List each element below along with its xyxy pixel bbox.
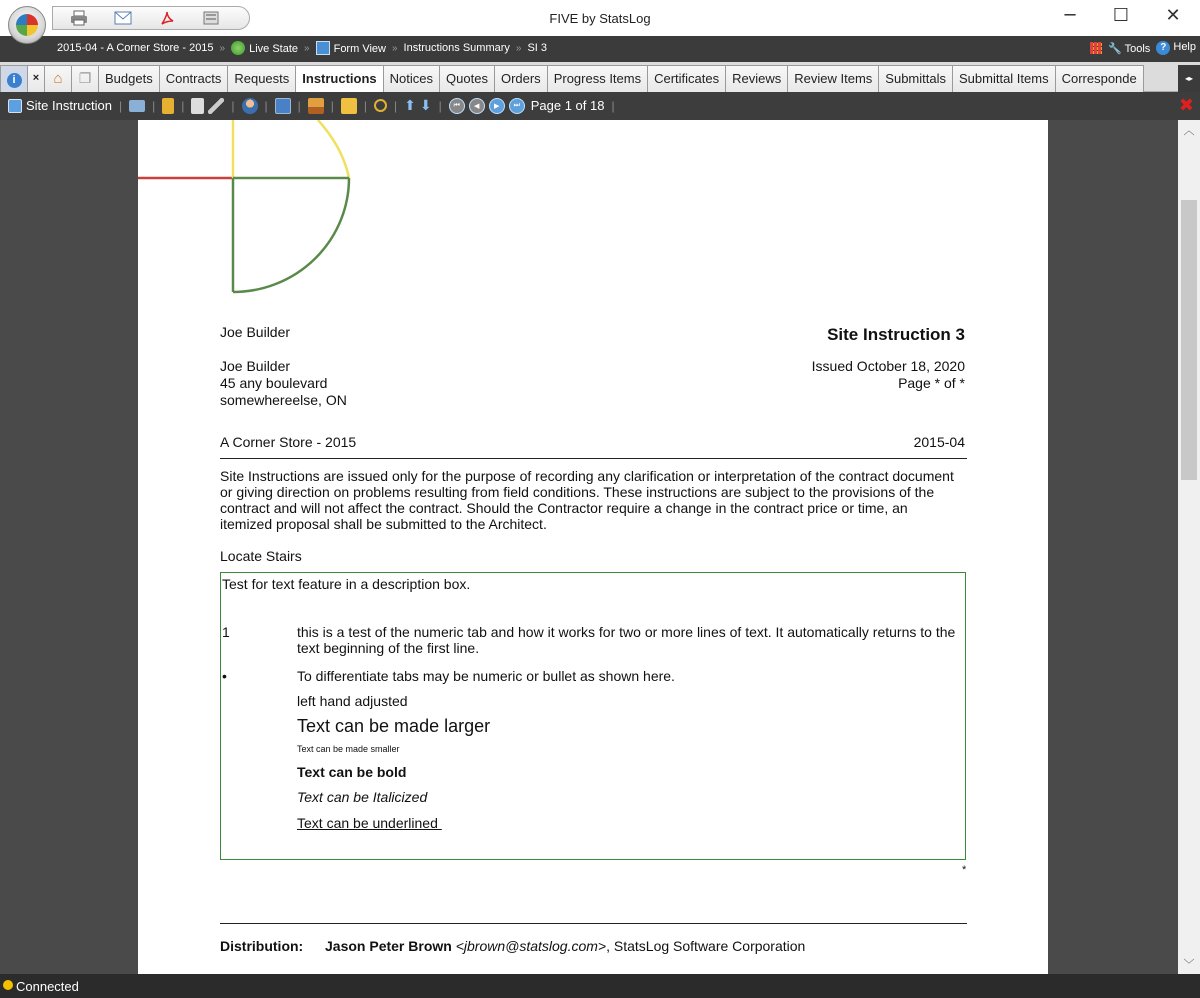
asterisk-mark: * [962, 864, 967, 876]
address-line: Joe Builder [220, 358, 291, 374]
breadcrumb-form-view[interactable]: Form View [316, 41, 386, 55]
tab-instructions[interactable]: Instructions [295, 65, 383, 93]
disclaimer-text: Site Instructions are issued only for the purpose of recording any clarification or interpretation of the contract document or giving direction on problems resulting from field conditions. These instructions are subject to the provisions of the contract and will not affect the contract. Should the Contractor require a change in the contract price or time, an itemized proposal shall be submitted to the Architect. [220, 468, 954, 532]
app-logo-icon [16, 14, 38, 36]
attach-file-icon[interactable] [191, 98, 204, 114]
distribution-name: Jason Peter Brown [325, 938, 452, 954]
breadcrumb-separator: » [515, 42, 522, 54]
distribution-label: Distribution: [220, 938, 304, 954]
list-bullet: • [222, 668, 227, 684]
close-window-button[interactable]: ✕ [1165, 5, 1181, 26]
tab-correspondence[interactable]: Corresponde [1055, 65, 1144, 92]
last-page-icon[interactable]: ⏭ [509, 98, 525, 114]
issued-date: Issued October 18, 2020 [811, 358, 965, 374]
first-page-icon[interactable]: ⏮ [449, 98, 465, 114]
scroll-up-icon[interactable]: ︿ [1183, 124, 1195, 137]
italic-text: Text can be Italicized [297, 789, 428, 805]
tab-quotes[interactable]: Quotes [439, 65, 495, 92]
numbered-item-text: this is a test of the numeric tab and how it works for two or more lines of text. It automatically returns to the text beginning of the first line. [297, 624, 956, 656]
tab-requests[interactable]: Requests [227, 65, 296, 92]
breadcrumb-instructions-summary[interactable]: Instructions Summary [403, 42, 510, 54]
form-icon [8, 99, 22, 113]
help-icon: ? [1156, 41, 1170, 55]
breadcrumb-separator: » [219, 42, 226, 54]
tab-review-items[interactable]: Review Items [787, 65, 879, 92]
close-tab-button[interactable]: × [27, 65, 45, 92]
small-text: Text can be made smaller [297, 744, 400, 754]
bullet-item-text: To differentiate tabs may be numeric or bullet as shown here. [297, 668, 675, 684]
pen-icon[interactable] [208, 98, 224, 114]
breadcrumb-separator: » [391, 42, 398, 54]
tab-contracts[interactable]: Contracts [159, 65, 229, 92]
note-icon[interactable] [341, 98, 357, 114]
maximize-button[interactable]: ☐ [1112, 5, 1130, 26]
distribution-line [220, 938, 805, 954]
unlock-icon[interactable] [162, 98, 174, 114]
info-tab[interactable] [0, 65, 28, 92]
title-bar [0, 0, 1200, 36]
move-down-icon[interactable]: ⬇ [419, 97, 432, 113]
next-page-icon[interactable]: ▶ [489, 98, 505, 114]
connection-status-text: Connected [16, 979, 79, 994]
home-tab[interactable] [44, 65, 72, 92]
tab-progress-items[interactable]: Progress Items [547, 65, 648, 92]
project-name: A Corner Store - 2015 [220, 434, 357, 450]
breadcrumb-live-state[interactable]: Live State [231, 41, 298, 55]
tab-submittal-items[interactable]: Submittal Items [952, 65, 1056, 92]
company-logo [138, 120, 368, 300]
breadcrumb-si[interactable]: SI 3 [527, 42, 548, 54]
connection-status-icon [3, 980, 13, 990]
scrollbar-thumb[interactable] [1181, 200, 1197, 480]
tab-scroll-arrows[interactable]: ◂▸ [1178, 65, 1200, 92]
company-name: Joe Builder [220, 324, 291, 340]
tab-budgets[interactable]: Budgets [98, 65, 160, 92]
project-number: 2015-04 [913, 434, 965, 450]
save-icon[interactable] [275, 98, 291, 114]
breadcrumb-project[interactable]: 2015-04 - A Corner Store - 2015 [57, 42, 214, 54]
bold-text: Text can be bold [297, 764, 407, 780]
move-up-icon[interactable]: ⬆ [404, 97, 416, 113]
distribution-email[interactable]: <jbrown@statslog.com> [455, 938, 607, 954]
address-line: somewhereelse, ON [220, 392, 347, 408]
minimize-button[interactable]: ─ [1064, 5, 1076, 26]
large-text: Text can be made larger [297, 716, 491, 736]
distribution-company: , StatsLog Software Corporation [606, 938, 806, 954]
divider [220, 458, 967, 459]
help-menu[interactable]: ? Help [1156, 41, 1196, 55]
wrench-icon: 🔧 [1108, 42, 1122, 55]
user-icon[interactable] [242, 98, 258, 114]
address-line: 45 any boulevard [220, 375, 328, 391]
previous-page-icon[interactable]: ◀ [469, 98, 485, 114]
vertical-scrollbar[interactable] [1178, 120, 1200, 974]
stamp-icon[interactable] [308, 98, 324, 114]
breadcrumb-separator: » [304, 42, 310, 54]
description-intro: Test for text feature in a description box. [222, 576, 471, 592]
tab-submittals[interactable]: Submittals [878, 65, 953, 92]
document-type-label: Site Instruction [26, 98, 112, 113]
tab-orders[interactable]: Orders [494, 65, 548, 92]
documents-tab[interactable] [71, 65, 99, 92]
tools-menu[interactable]: 🔧 Tools [1108, 42, 1151, 55]
globe-icon [231, 41, 245, 55]
page-counter: Page * of * [898, 375, 965, 391]
tab-reviews[interactable]: Reviews [725, 65, 788, 92]
list-number: 1 [222, 624, 230, 640]
scroll-down-icon[interactable]: ﹀ [1183, 958, 1195, 971]
tab-notices[interactable]: Notices [383, 65, 440, 92]
left-adjusted-text: left hand adjusted [297, 693, 408, 709]
search-icon[interactable] [374, 99, 387, 112]
home-icon: ⌂ [53, 70, 63, 87]
tab-certificates[interactable]: Certificates [647, 65, 726, 92]
window-title: FIVE by StatsLog [549, 11, 651, 26]
app-menu-button[interactable] [8, 6, 46, 44]
description-box[interactable] [220, 572, 966, 860]
close-document-icon[interactable]: ✖ [1178, 95, 1194, 116]
module-tab-bar [0, 62, 1200, 92]
document-viewer [0, 120, 1178, 974]
status-bar [0, 974, 1200, 998]
keyboard-icon[interactable] [129, 100, 145, 112]
document-toolbar: Site Instruction | | | | | | | | | ⬆ ⬇ | ⏮ ◀ ▶ ⏭ Page 1 of 18 | ✖ [0, 92, 1200, 120]
underlined-text: Text can be underlined [297, 815, 442, 831]
info-icon: i [7, 73, 22, 88]
grid-icon[interactable] [1090, 42, 1102, 54]
page-indicator: Page 1 of 18 [530, 98, 605, 113]
copy-icon: ❐ [78, 70, 92, 86]
divider [220, 923, 967, 924]
breadcrumb [0, 36, 1200, 62]
document-page [138, 120, 1048, 974]
document-title: Site Instruction 3 [827, 325, 965, 344]
form-icon [316, 41, 330, 55]
subject-line: Locate Stairs [220, 548, 302, 564]
